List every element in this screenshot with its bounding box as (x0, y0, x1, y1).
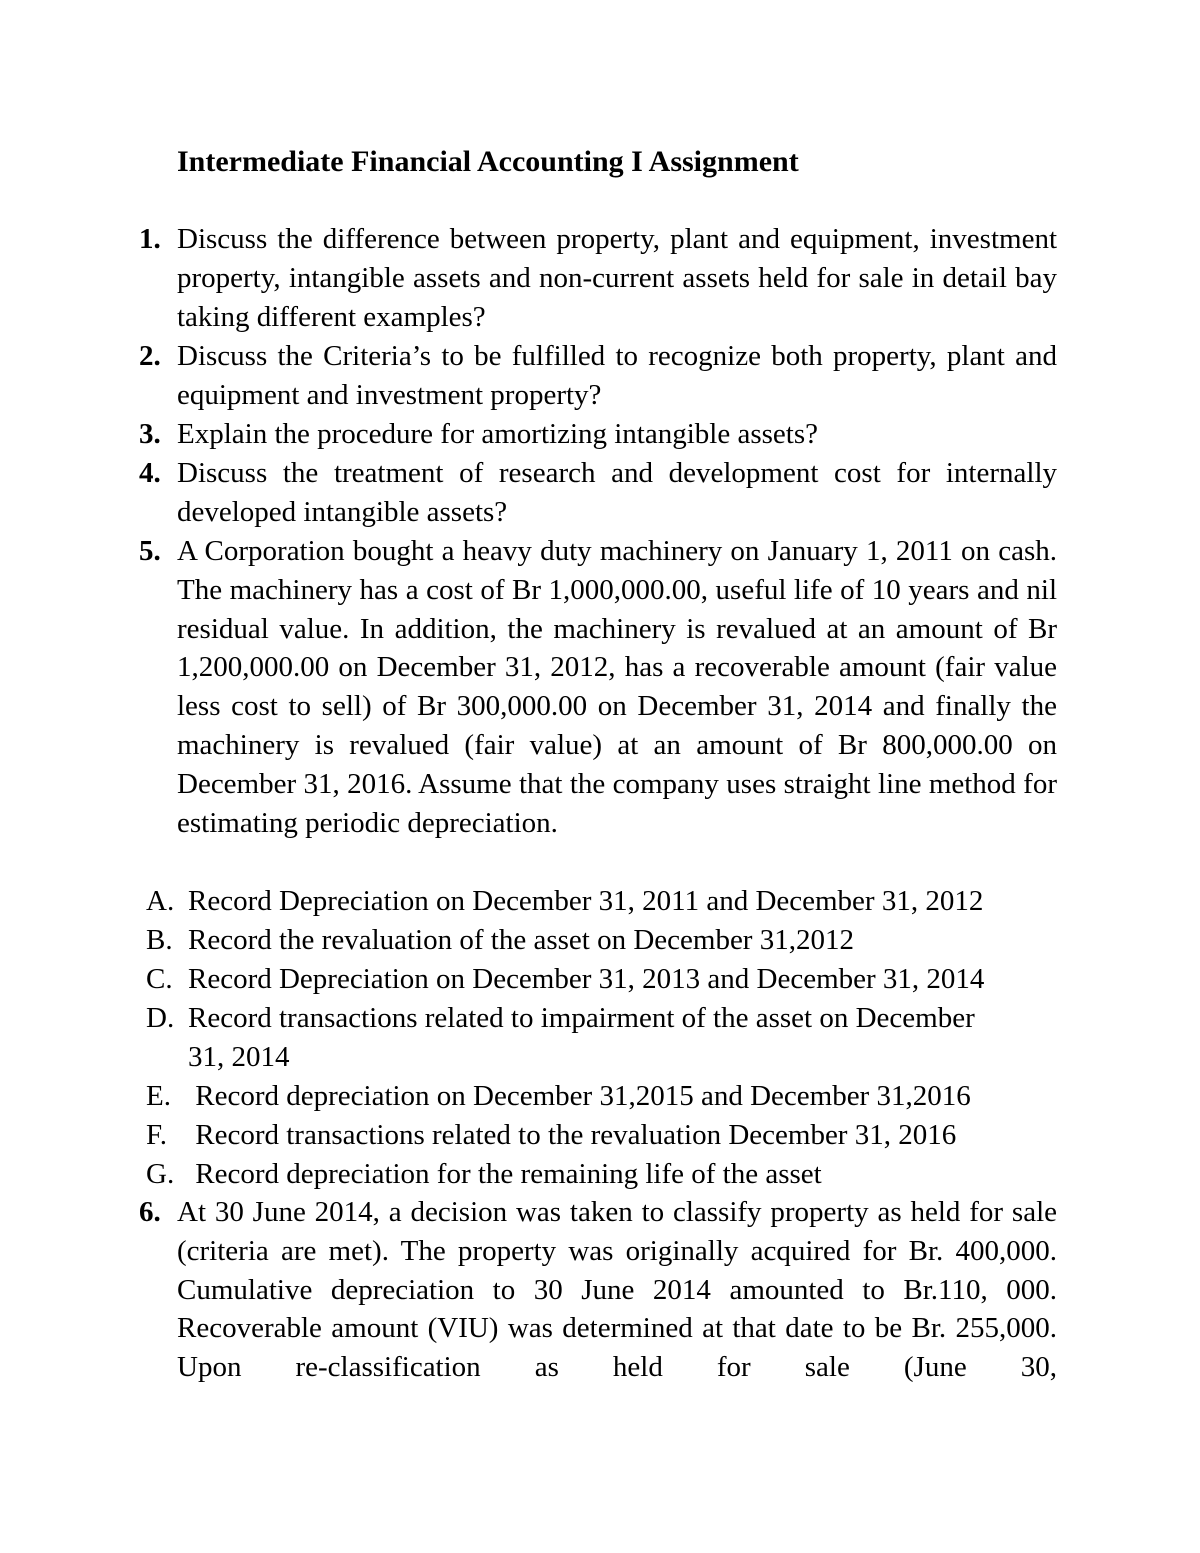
sub-item-text: Record depreciation for the remaining life of the asset (188, 1158, 822, 1190)
question-number: 4. (139, 457, 161, 489)
question-number: 5. (139, 535, 161, 567)
sub-item-text: Record Depreciation on December 31, 2013 and December 31, 2014 (188, 963, 985, 995)
sub-item-text: Record Depreciation on December 31, 2011 and December 31, 2012 (188, 885, 984, 917)
sub-item-text: Record transactions related to the revaluation December 31, 2016 (188, 1119, 957, 1151)
question-number: 1. (139, 223, 161, 255)
question-text: Explain the procedure for amortizing intangible assets? (177, 418, 819, 450)
question-4 (139, 454, 1057, 532)
sub-item-letter: E. (146, 1080, 171, 1112)
question-text: At 30 June 2014, a decision was taken to classify property as held for sale (criteria are met). The property was originally acquired for Br. 400,000. Cumulative depreciation to 30 June 2014 amounted to Br.110, 000. Recoverable amount (VIU) was determined at that date to be Br. 255,000. Upon re-classification as held for sale (June 30, (177, 1196, 1057, 1384)
sub-item-letter: A. (146, 885, 175, 917)
sub-item-continuation: 31, 2014 (188, 1040, 290, 1073)
sub-item-text: Record transactions related to impairment of the asset on December (188, 1002, 975, 1034)
question-text: A Corporation bought a heavy duty machinery on January 1, 2011 on cash. The machinery has a cost of Br 1,000,000.00, useful life of 10 years and nil residual value. In addition, the machinery is revalued at an amount of Br 1,200,000.00 on December 31, 2012, has a recoverable amount (fair value less cost to sell) of Br 300,000.00 on December 31, 2014 and finally the machinery is revalued (fair value) at an amount of Br 800,000.00 on December 31, 2016. Assume that the company uses straight line method for estimating periodic depreciation. (177, 535, 1057, 839)
sub-item-c (146, 960, 1057, 999)
sub-item-b (146, 921, 1057, 960)
document-title: Intermediate Financial Accounting I Assignment (177, 145, 799, 178)
question-number: 2. (139, 340, 161, 372)
sub-item-d (146, 999, 1057, 1077)
sub-item-e (146, 1077, 1057, 1116)
question-number: 3. (139, 418, 161, 450)
sub-item-text: Record the revaluation of the asset on December 31,2012 (188, 924, 854, 956)
sub-item-a (146, 882, 1057, 921)
question-6 (139, 1193, 1057, 1387)
question-2 (139, 337, 1057, 415)
sub-item-f (146, 1116, 1057, 1155)
sub-item-letter: G. (146, 1158, 175, 1190)
question-number: 6. (139, 1196, 161, 1228)
sub-item-text: Record depreciation on December 31,2015 and December 31,2016 (188, 1080, 971, 1112)
question-text: Discuss the Criteria’s to be fulfilled to recognize both property, plant and equipment and investment property? (177, 340, 1057, 411)
question-text: Discuss the treatment of research and development cost for internally developed intangible assets? (177, 457, 1057, 528)
question-text: Discuss the difference between property, plant and equipment, investment property, intangible assets and non-current assets held for sale in detail bay taking different examples? (177, 223, 1057, 333)
question-1 (139, 220, 1057, 336)
sub-item-letter: D. (146, 1002, 175, 1034)
sub-item-letter: C. (146, 963, 173, 995)
question-5 (139, 532, 1057, 842)
sub-item-letter: B. (146, 924, 173, 956)
sub-item-letter: F. (146, 1119, 168, 1151)
question-3 (139, 415, 1057, 454)
sub-item-g (146, 1155, 1057, 1194)
